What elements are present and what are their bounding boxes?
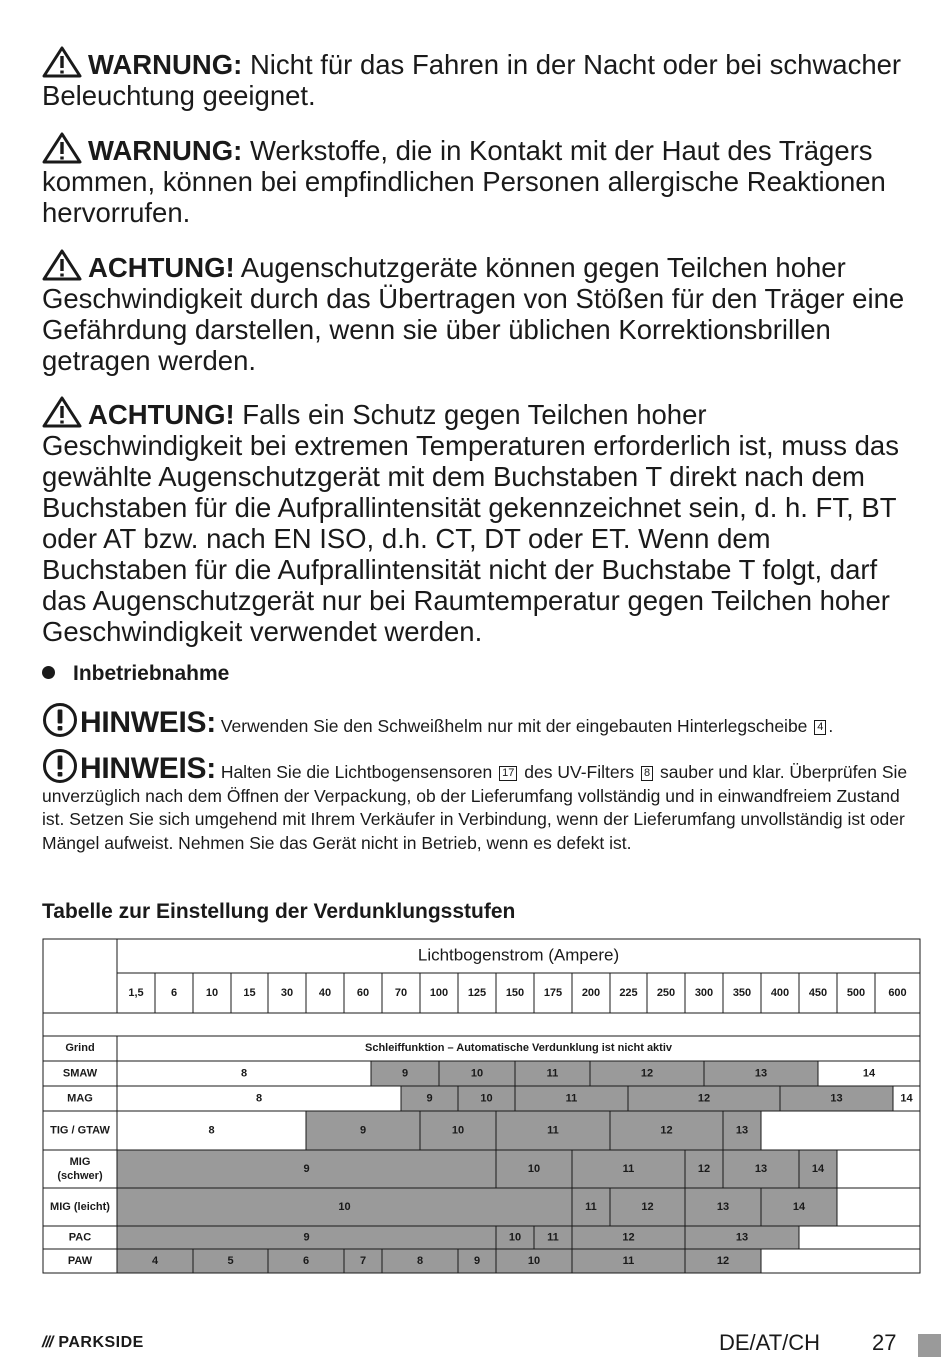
warning-text: Werkstoffe, die in Kontakt mit der Haut des Trägers kommen, können bei empfindlichen Personen allergische Reaktionen hervorrufen.	[42, 135, 886, 228]
shade-value: 12	[640, 1067, 654, 1080]
current-tick-label: 200	[581, 986, 601, 999]
current-tick-label: 15	[243, 986, 256, 999]
shade-value: 8	[208, 1124, 215, 1137]
shade-value: 9	[359, 1124, 367, 1137]
current-tick-label: 225	[619, 986, 638, 999]
reference-number: 17	[499, 766, 517, 781]
shade-value: 11	[547, 1124, 559, 1137]
row-label: SMAW	[62, 1067, 98, 1080]
note-text: Verwenden Sie den Schweißhelm nur mit der eingebauten Hinterlegscheibe	[220, 716, 808, 736]
shade-value: 13	[735, 1231, 749, 1244]
warning-label: WARNUNG:	[88, 49, 243, 80]
shade-value: 5	[227, 1254, 234, 1267]
shade-value: 11	[546, 1067, 559, 1080]
grind-text: Schleiffunktion – Automatische Verdunklung ist nicht aktiv	[364, 1041, 673, 1054]
row-label: Grind	[65, 1041, 95, 1054]
shade-value: 8	[255, 1092, 263, 1105]
shade-value: 10	[338, 1200, 351, 1213]
shade-value: 10	[527, 1254, 541, 1267]
caution-label: ACHTUNG!	[88, 399, 235, 430]
shade-value: 12	[716, 1254, 730, 1267]
shade-value: 12	[622, 1231, 635, 1244]
shade-value: 14	[811, 1162, 825, 1175]
shade-value: 13	[716, 1200, 730, 1213]
note-text: Halten Sie die Lichtbogensensoren	[220, 762, 493, 782]
shade-value: 14	[900, 1092, 913, 1105]
shade-value: 14	[862, 1067, 876, 1080]
shade-value: 13	[830, 1092, 843, 1105]
warning-text: Nicht für das Fahren in der Nacht oder bei schwacher Beleuchtung geeignet.	[42, 49, 902, 111]
caution-label: ACHTUNG!	[88, 252, 235, 283]
caution-text: Falls ein Schutz gegen Teilchen hoher Geschwindigkeit bei extremen Temperaturen erforderlich ist, muss das gewählte Augenschutzgerät mit dem Buchstaben T direkt nach dem Buchstaben für die Aufprallintensität gekennzeichnet sein, d. h. FT, BT oder AT bzw. nach EN ISO, d.h. CT, DT oder ET. Wenn dem Buchstaben für die Aufprallintensität nicht der Buchstabe T folgt, darf das Augenschutzgerät nur bei Raumtemperatur gegen Teilchen hoher Geschwindigkeit verwendet werden.	[42, 399, 899, 647]
shade-value: 11	[622, 1162, 635, 1175]
note-2: HINWEIS: Halten Sie die Lichtbogensensoren 17 des UV-Filters 8 sauber und klar. Überprüfen Sie unverzüglich nach dem Öffnen der Verpackung, ob der Lieferumfang vollständig und in einwandfreiem Zustand ist. Setzen Sie sich umgehend mit Ihrem Verkäufer in Verbindung, wenn der Lieferumfang unvollständig ist oder Mängel aufweist. Nehmen Sie das Gerät nicht in Betrieb, wenn es defekt ist.	[42, 748, 910, 855]
note-label: HINWEIS:	[80, 752, 216, 785]
current-tick-label: 6	[170, 986, 178, 999]
current-tick-label: 300	[694, 986, 714, 999]
shade-value: 9	[426, 1092, 433, 1105]
region-label: DE/AT/CH	[719, 1330, 821, 1355]
row-label: MAG	[67, 1092, 93, 1105]
shade-value: 11	[565, 1092, 578, 1105]
shade-value: 10	[451, 1124, 465, 1137]
reference-number: 8	[641, 766, 653, 781]
row-label: (schwer)	[57, 1169, 103, 1182]
shade-value: 11	[622, 1254, 635, 1267]
shade-value: 8	[240, 1067, 248, 1080]
current-tick-label: 1,5	[128, 986, 144, 999]
current-tick-label: 70	[394, 986, 408, 999]
brand-logo: /// PARKSIDE	[42, 1334, 144, 1351]
caution-text: Augenschutzgeräte können gegen Teilchen hoher Geschwindigkeit durch das Übertragen von Stößen für den Träger eine Gefährdung darstellen, wenn sie über üblichen Korrektionsbrillen getragen werden.	[42, 252, 905, 376]
shade-value: 10	[508, 1231, 522, 1244]
shade-value: 10	[480, 1092, 493, 1105]
current-tick-label: 40	[318, 986, 332, 999]
shade-value: 6	[302, 1254, 310, 1267]
row-label: MIG (leicht)	[50, 1200, 110, 1213]
shade-value: 12	[641, 1200, 654, 1213]
current-tick-label: 10	[205, 986, 219, 999]
current-tick-label: 450	[808, 986, 828, 999]
current-tick-label: 60	[356, 986, 370, 999]
shade-value: 9	[303, 1231, 310, 1244]
shade-value: 11	[547, 1231, 559, 1244]
shade-value: 14	[792, 1200, 806, 1213]
shade-value: 9	[473, 1254, 481, 1267]
current-tick-label: 175	[543, 986, 563, 999]
warning-label: WARNUNG:	[88, 135, 243, 166]
current-tick-label: 600	[888, 986, 907, 999]
header-label-cell	[43, 939, 117, 1013]
shade-value: 13	[754, 1067, 768, 1080]
current-tick-label: 150	[505, 986, 525, 999]
shade-value: 9	[303, 1162, 310, 1175]
spacer-row	[43, 1013, 920, 1036]
current-tick-label: 350	[732, 986, 752, 999]
shade-value: 4	[151, 1254, 159, 1267]
row-label: MIG	[69, 1155, 91, 1168]
shade-value: 7	[359, 1254, 367, 1267]
shade-value: 8	[416, 1254, 424, 1267]
shade-value: 13	[735, 1124, 749, 1137]
shade-value: 10	[470, 1067, 484, 1080]
shade-value: 13	[754, 1162, 768, 1175]
page-number: 27	[872, 1330, 897, 1355]
section-heading: Inbetriebnahme	[42, 662, 229, 686]
table-title: Tabelle zur Einstellung der Verdunklungsstufen	[42, 900, 516, 923]
current-tick-label: 30	[280, 986, 294, 999]
page-marker	[918, 1334, 941, 1357]
row-label: PAW	[67, 1254, 93, 1267]
shade-value: 11	[585, 1200, 597, 1213]
note-label: HINWEIS:	[80, 706, 216, 739]
current-header: Lichtbogenstrom (Ampere)	[417, 945, 620, 965]
current-tick-label: 125	[467, 986, 487, 999]
current-tick-label: 500	[846, 986, 866, 999]
shade-value: 9	[401, 1067, 409, 1080]
shade-value: 12	[697, 1092, 711, 1105]
current-tick-label: 250	[656, 986, 676, 999]
current-tick-label: 100	[429, 986, 449, 999]
note-1: HINWEIS: Verwenden Sie den Schweißhelm nur mit der eingebauten Hinterlegscheibe 4 .	[42, 702, 910, 739]
current-tick-label: 400	[770, 986, 790, 999]
row-label: TIG / GTAW	[50, 1124, 110, 1137]
reference-number: 4	[814, 720, 826, 735]
shade-value: 10	[527, 1162, 541, 1175]
row-label: PAC	[68, 1231, 92, 1244]
shade-value: 12	[697, 1162, 711, 1175]
shade-value: 12	[660, 1124, 673, 1137]
